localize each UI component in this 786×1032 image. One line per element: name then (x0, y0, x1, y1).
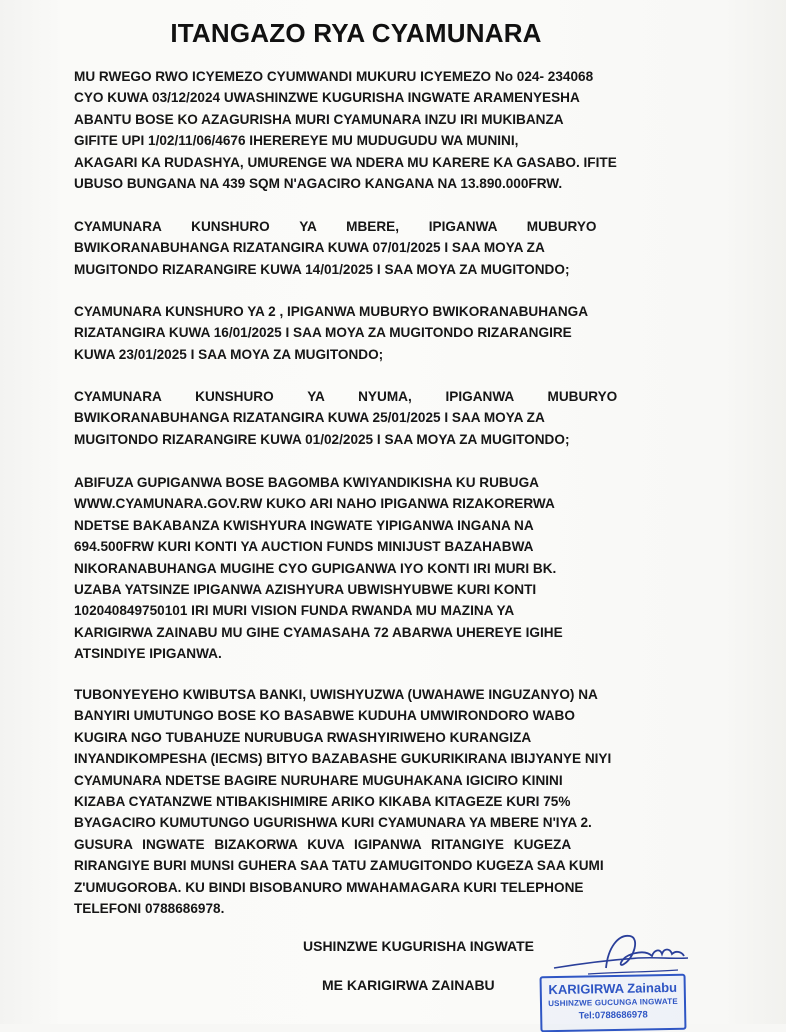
text-line: GUSURA INGWATE BIZAKORWA KUVA IGIPANWA RITANGIYE KUGEZA (74, 836, 572, 852)
text-line: KIZABA CYATANZWE NTIBAKISHIMIRE ARIKO KIKABA KITAGEZE KURI 75% (74, 794, 571, 810)
text-line: 694.500FRW KURI KONTI YA AUCTION FUNDS MINIJUST BAZAHABWA (74, 539, 534, 555)
text-line: KUWA 23/01/2025 I SAA MOYA ZA MUGITONDO; (74, 346, 384, 362)
text-line: CYAMUNARA KUNSHURO YA NYUMA, IPIGANWA MUBURYO (74, 389, 618, 404)
text-line: ABIFUZA GUPIGANWA BOSE BAGOMBA KWIYANDIKISHA KU RUBUGA (74, 475, 539, 490)
signatory-role: USHINZWE KUGURISHA INGWATE (303, 938, 534, 954)
signatory-name: ME KARIGIRWA ZAINABU (322, 977, 495, 993)
text-line: BYAGACIRO KUMUTUNGO UGURISHWA KURI CYAMUNARA YA MBERE N'IYA 2. (74, 815, 592, 831)
text-line: KUGIRA NGO TUBAHUZE NURUBUGA RWASHYIRIWEHO KURANGIZA (74, 729, 532, 745)
paragraph-first-round (74, 216, 694, 280)
text-line: CYAMUNARA KUNSHURO YA MBERE, IPIGANWA MUBURYO (74, 219, 597, 234)
text-line: CYAMUNARA NDETSE BAGIRE NURUHARE MUGUHAKANA IGICIRO KININI (74, 772, 563, 788)
text-line: MU RWEGO RWO ICYEMEZO CYUMWANDI MUKURU ICYEMEZO No 024- 234068 (74, 69, 594, 84)
text-line: ATSINDIYE IPIGANWA. (74, 646, 222, 662)
text-line: ABANTU BOSE KO AZAGURISHA MURI CYAMUNARA INZU IRI MUKIBANZA (74, 111, 564, 127)
text-line: BWIKORANABUHANGA RIZATANGIRA KUWA 25/01/2025 I SAA MOYA ZA (74, 410, 545, 426)
text-line: BANYIRI UMUTUNGO BOSE KO BASABWE KUDUHA UMWIRONDORO WABO (74, 708, 575, 724)
text-line: AKAGARI KA RUDASHYA, UMURENGE WA NDERA MU KARERE KA GASABO. IFITE (74, 154, 617, 170)
text-line: CYO KUWA 03/12/2024 UWASHINZWE KUGURISHA INGWATE ARAMENYESHA (74, 90, 580, 106)
text-line: NIKORANABUHANGA MUGIHE CYO GUPIGANWA IYO KONTI IRI MURI BK. (74, 560, 557, 576)
text-line: WWW.CYAMUNARA.GOV.RW KUKO ARI NAHO IPIGANWA RIZAKORERWA (74, 496, 555, 512)
stamp-name: KARIGIRWA Zainabu (548, 979, 678, 998)
stamp-role: USHINZWE GUCUNGA INGWATE (548, 996, 678, 1009)
text-line: MUGITONDO RIZARANGIRE KUWA 14/01/2025 I SAA MOYA ZA MUGITONDO; (74, 261, 570, 277)
text-line: TUBONYEYEHO KWIBUTSA BANKI, UWISHYUZWA (UWAHAWE INGUZANYO) NA (74, 687, 598, 702)
stamp-telephone: Tel:0788686978 (578, 1009, 648, 1022)
text-line: CYAMUNARA KUNSHURO YA 2 , IPIGANWA MUBURYO BWIKORANABUHANGA (74, 304, 589, 319)
text-line: NDETSE BAKABANZA KWISHYURA INGWATE YIPIGANWA INGANA NA (74, 517, 534, 533)
text-line: 102040849750101 IRI MURI VISION FUNDA RWANDA MU MAZINA YA (74, 603, 515, 619)
paragraph-auction-notice (74, 66, 694, 194)
text-line: BWIKORANABUHANGA RIZATANGIRA KUWA 07/01/2025 I SAA MOYA ZA (74, 240, 545, 256)
text-line: MUGITONDO RIZARANGIRE KUWA 01/02/2025 I SAA MOYA ZA MUGITONDO; (74, 431, 570, 447)
official-stamp (540, 974, 687, 1032)
paragraph-second-round (74, 301, 694, 365)
text-line: UZABA YATSINZE IPIGANWA AZISHYURA UBWISHYUBWE KURI KONTI (74, 582, 537, 598)
paragraph-reminder (74, 684, 694, 919)
text-line: TELEFONI 0788686978. (74, 901, 225, 917)
text-line: RIZATANGIRA KUWA 16/01/2025 I SAA MOYA ZA MUGITONDO RIZARANGIRE (74, 325, 572, 341)
paragraph-final-round (74, 386, 694, 450)
text-line: UBUSO BUNGANA NA 439 SQM N'AGACIRO KANGANA NA 13.890.000FRW. (74, 176, 563, 192)
text-line: Z'UMUGOROBA. KU BINDI BISOBANURO MWAHAMAGARA KURI TELEPHONE (74, 879, 584, 895)
document-title: ITANGAZO RYA CYAMUNARA (170, 18, 542, 48)
text-line: GIFITE UPI 1/02/11/06/4676 IHEREREYE MU MUDUGUDU WA MUNINI, (74, 133, 519, 149)
paragraph-registration (74, 472, 694, 665)
text-line: RIRANGIYE BURI MUNSI GUHERA SAA TATU ZAMUGITONDO KUGEZA SAA KUMI (74, 858, 604, 874)
text-line: INYANDIKOMPESHA (IECMS) BITYO BAZABASHE GUKURIKIRANA IBIJYANYE NIYI (74, 751, 612, 767)
text-line: KARIGIRWA ZAINABU MU GIHE CYAMASAHA 72 ABARWA UHEREYE IGIHE (74, 624, 563, 640)
